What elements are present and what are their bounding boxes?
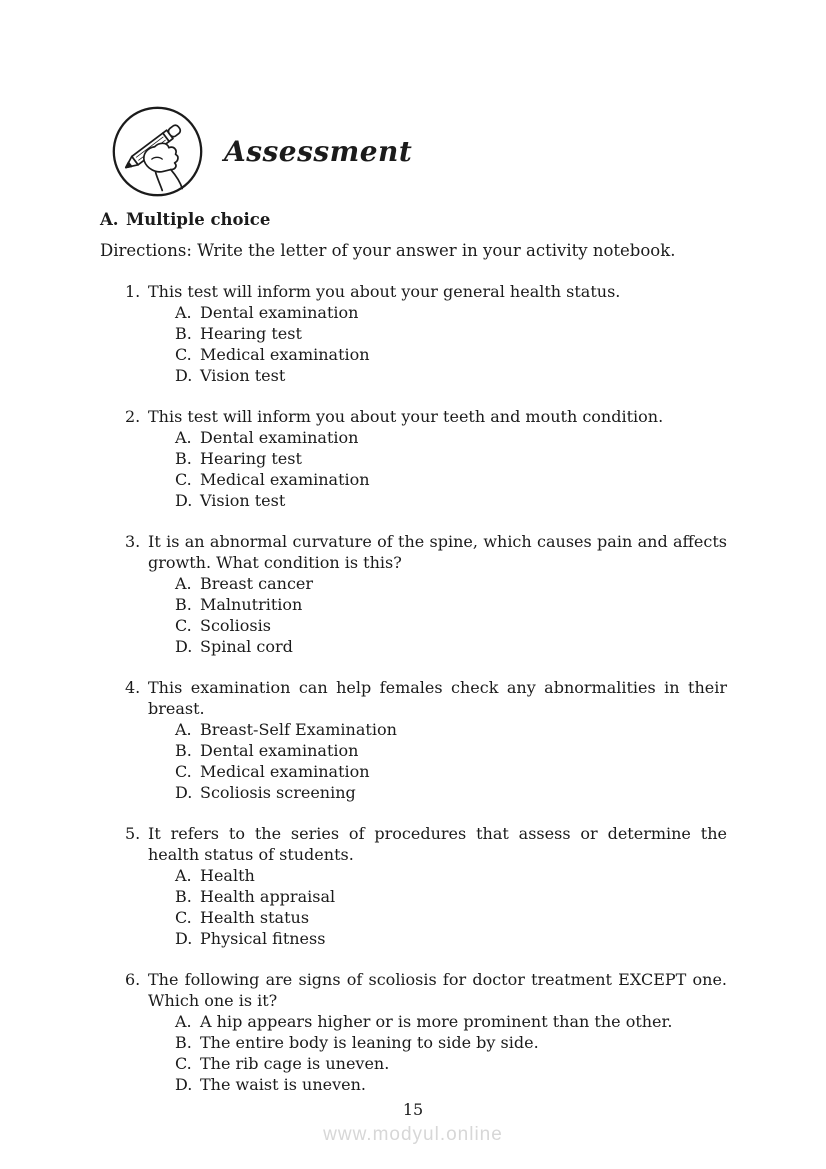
- question-number: 5.: [125, 824, 141, 843]
- option-d: [175, 1074, 727, 1095]
- option-b: [175, 448, 727, 469]
- option-c: [175, 907, 727, 928]
- option-letter: A.: [175, 428, 192, 447]
- option-text: The rib cage is uneven.: [200, 1054, 390, 1073]
- option-letter: C.: [175, 1054, 192, 1073]
- question-number: 1.: [125, 282, 141, 301]
- option-letter: D.: [175, 929, 193, 948]
- option-letter: D.: [175, 366, 193, 385]
- option-text: Vision test: [200, 491, 286, 510]
- question-text: This test will inform you about your general health status.: [148, 282, 621, 301]
- assessment-header: [110, 104, 727, 199]
- option-letter: D.: [175, 491, 193, 510]
- option-d: [175, 928, 727, 949]
- option-list: [175, 427, 727, 511]
- option-a: [175, 427, 727, 448]
- option-letter: D.: [175, 783, 193, 802]
- option-letter: D.: [175, 1075, 193, 1094]
- section-heading: [100, 209, 727, 230]
- option-text: Physical fitness: [200, 929, 326, 948]
- option-letter: A.: [175, 574, 192, 593]
- option-letter: A.: [175, 720, 192, 739]
- option-c: [175, 344, 727, 365]
- option-b: [175, 1032, 727, 1053]
- option-text: Dental examination: [200, 741, 359, 760]
- option-text: Health appraisal: [200, 887, 336, 906]
- option-b: [175, 594, 727, 615]
- option-letter: B.: [175, 449, 192, 468]
- option-a: [175, 1011, 727, 1032]
- option-letter: B.: [175, 324, 192, 343]
- question-4: [125, 677, 727, 803]
- option-text: A hip appears higher or is more prominent than the other.: [200, 1012, 673, 1031]
- option-a: [175, 865, 727, 886]
- section-letter: A.: [100, 210, 119, 229]
- option-c: [175, 1053, 727, 1074]
- hand-writing-pencil-icon: [110, 104, 205, 199]
- option-text: Vision test: [200, 366, 286, 385]
- option-list: [175, 1011, 727, 1095]
- option-text: Health status: [200, 908, 310, 927]
- question-2: [125, 406, 727, 511]
- option-text: Medical examination: [200, 470, 370, 489]
- option-c: [175, 761, 727, 782]
- option-text: Health: [200, 866, 255, 885]
- option-list: [175, 865, 727, 949]
- option-text: The waist is uneven.: [200, 1075, 366, 1094]
- directions-text: Directions: Write the letter of your answer in your activity notebook.: [100, 241, 676, 260]
- option-text: Scoliosis: [200, 616, 271, 635]
- option-b: [175, 740, 727, 761]
- option-b: [175, 323, 727, 344]
- question-number: 3.: [125, 532, 141, 551]
- option-d: [175, 782, 727, 803]
- question-6: [125, 969, 727, 1095]
- option-letter: B.: [175, 887, 192, 906]
- question-list: [125, 281, 727, 1095]
- option-c: [175, 469, 727, 490]
- option-letter: D.: [175, 637, 193, 656]
- option-d: [175, 636, 727, 657]
- option-b: [175, 886, 727, 907]
- option-text: Scoliosis screening: [200, 783, 356, 802]
- question-text: It refers to the series of procedures that assess or determine the health status of students.: [148, 824, 727, 864]
- option-text: Hearing test: [200, 324, 302, 343]
- question-number: 6.: [125, 970, 141, 989]
- option-letter: B.: [175, 741, 192, 760]
- option-letter: C.: [175, 470, 192, 489]
- option-letter: B.: [175, 1033, 192, 1052]
- question-text: It is an abnormal curvature of the spine, which causes pain and affects growth. What condition is this?: [148, 532, 727, 572]
- option-letter: A.: [175, 1012, 192, 1031]
- option-text: Hearing test: [200, 449, 302, 468]
- question-number: 4.: [125, 678, 141, 697]
- option-text: Medical examination: [200, 345, 370, 364]
- question-1: [125, 281, 727, 386]
- option-a: [175, 302, 727, 323]
- option-c: [175, 615, 727, 636]
- option-letter: A.: [175, 866, 192, 885]
- question-text: The following are signs of scoliosis for doctor treatment EXCEPT one. Which one is it?: [148, 970, 727, 1010]
- option-text: Dental examination: [200, 428, 359, 447]
- question-number: 2.: [125, 407, 141, 426]
- option-list: [175, 719, 727, 803]
- option-list: [175, 302, 727, 386]
- option-text: Medical examination: [200, 762, 370, 781]
- option-letter: C.: [175, 762, 192, 781]
- question-text: This test will inform you about your teeth and mouth condition.: [148, 407, 664, 426]
- page-title: Assessment: [224, 135, 413, 168]
- question-3: [125, 531, 727, 657]
- option-a: [175, 719, 727, 740]
- option-d: [175, 365, 727, 386]
- option-text: Malnutrition: [200, 595, 303, 614]
- option-text: Breast-Self Examination: [200, 720, 397, 739]
- watermark-text: www.modyul.online: [323, 1124, 503, 1145]
- question-text: This examination can help females check any abnormalities in their breast.: [148, 678, 727, 718]
- option-d: [175, 490, 727, 511]
- option-letter: C.: [175, 908, 192, 927]
- option-text: Dental examination: [200, 303, 359, 322]
- option-letter: C.: [175, 345, 192, 364]
- option-text: The entire body is leaning to side by side.: [200, 1033, 539, 1052]
- option-text: Breast cancer: [200, 574, 314, 593]
- option-letter: B.: [175, 595, 192, 614]
- option-letter: A.: [175, 303, 192, 322]
- section-title: Multiple choice: [126, 210, 271, 229]
- option-text: Spinal cord: [200, 637, 293, 656]
- option-list: [175, 573, 727, 657]
- page-number: 15: [402, 1100, 424, 1119]
- option-a: [175, 573, 727, 594]
- question-5: [125, 823, 727, 949]
- option-letter: C.: [175, 616, 192, 635]
